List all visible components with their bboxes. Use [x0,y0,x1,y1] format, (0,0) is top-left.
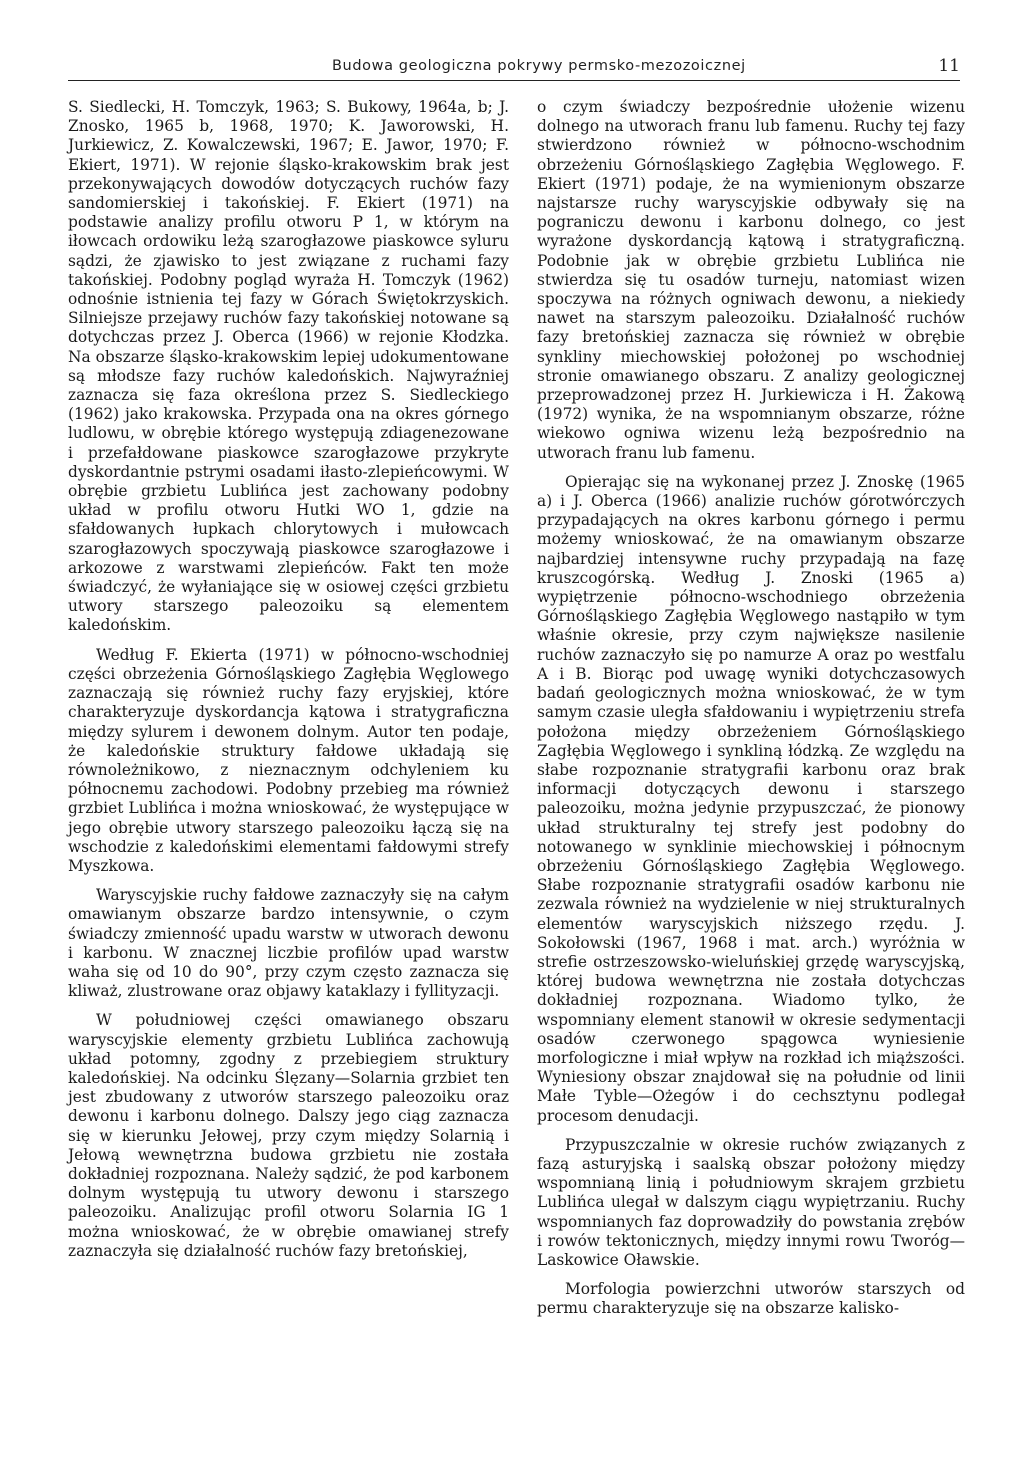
running-title: Budowa geologiczna pokrywy permsko-mezozoicznej [332,58,746,74]
right-column [537,98,965,1329]
running-header [68,52,960,81]
paragraph: W południowej części omawianego obszaru waryscyjskie elementy grzbietu Lublińca zachowują układ potomny, zgodny z przebiegiem struktury kaledońskiej. Na odcinku Ślęzany—Solarnia grzbiet ten jest zbudowany z utworów starszego paleozoiku oraz dewonu i karbonu dolnego. Dalszy jego ciąg zaznacza się w kierunku Jełowej, przy czym między Solarnią i Jełową wewnętrzna budowa grzbietu nie została dokładniej rozpoznana. Należy sądzić, że pod karbonem dolnym występują tu utwory dewonu i starszego paleozoiku. Analizując profil otworu Solarnia IG 1 można wnioskować, że w obrębie omawianej strefy zaznaczyła się działalność ruchów fazy bretońskiej, [68,1011,509,1260]
paragraph: Opierając się na wykonanej przez J. Znoskę (1965 a) i J. Oberca (1966) analizie ruchów górotwórczych przypadających na okres karbonu górnego i permu możemy wnioskować, że na omawianym obszarze najbardziej intensywne ruchy przypadają na fazę kruszcogórską. Według J. Znoski (1965 a) wypiętrzenie północno-wschodniego obrzeżenia Górnośląskiego Zagłębia Węglowego nastąpiło w tym właśnie okresie, przy czym największe nasilenie ruchów zaznaczyło się po namurze A oraz po westfalu A i B. Biorąc pod uwagę wyniki dotychczasowych badań geologicznych można wnioskować, że w tym samym czasie uległa sfałdowaniu i wypiętrzeniu strefa położona między obrzeżeniem Górnośląskiego Zagłębia Węglowego i synkliną łódzką. Ze względu na słabe rozpoznanie stratygrafii karbonu oraz brak informacji dotyczących dewonu i starszego paleozoiku, można jedynie przypuszczać, że pionowy układ strukturalny tej strefy jest podobny do notowanego w synklinie miechowskiej i północnym obrzeżeniu Górnośląskiego Zagłębia Węglowego. Słabe rozpoznanie stratygrafii osadów karbonu nie zezwala również na wydzielenie w niej strukturalnych elementów waryscyjskich niższego rzędu. J. Sokołowski (1967, 1968 i mat. arch.) wyróżnia w strefie ostrzeszowsko-wieluńskiej grzędę waryscyjską, której budowa wewnętrzna nie została dotychczas dokładniej rozpoznana. Wiadomo tylko, że wspomniany element stanowił w okresie sedymentacji osadów czerwonego spągowca wyniesienie morfologiczne i miał wpływ na rozkład ich miąższości. Wyniesiony obszar znajdował się na południe od linii Małe Tyble—Ożegów i do cechsztynu podlegał procesom denudacji. [537,472,965,1125]
paragraph: S. Siedlecki, H. Tomczyk, 1963; S. Bukowy, 1964a, b; J. Znosko, 1965 b, 1968, 1970; K. Jaworowski, H. Jurkiewicz, Z. Kowalczewski, 1967; E. Jawor, 1970; F. Ekiert, 1971). W rejonie śląsko-krakowskim brak jest przekonywających dowodów dotyczących ruchów fazy sandomierskiej i takońskiej. F. Ekiert (1971) na podstawie analizy profilu otworu P 1, w którym na iłowcach ordowiku leżą szarogłazowe piaskowce syluru sądzi, że zjawisko to jest związane z ruchami fazy takońskiej. Podobny pogląd wyraża H. Tomczyk (1962) odnośnie istnienia tej fazy w Górach Świętokrzyskich. Silniejsze przejawy ruchów fazy takońskiej notowane są dotychczas przez J. Oberca (1966) w rejonie Kłodzka. Na obszarze śląsko-krakowskim lepiej udokumentowane są młodsze fazy ruchów kaledońskich. Najwyraźniej zaznacza się faza określona przez S. Siedleckiego (1962) jako krakowska. Przypada ona na okres górnego ludlowu, w obrębie którego występują zdiagenezowane i przefałdowane piaskowce szarogłazowe przykryte dyskordantnie pstrymi osadami iłasto-zlepieńcowymi. W obrębie grzbietu Lublińca jest zachowany podobny układ w profilu otworu Hutki WO 1, gdzie na sfałdowanych łupkach chlorytowych i mułowcach szarogłazowych spoczywają piaskowce szarogłazowe i arkozowe z warstwami zlepieńców. Fakt ten może świadczyć, że wyłaniające się w osiowej części grzbietu utwory starszego paleozoiku są elementem kaledońskim. [68,98,509,635]
left-column [68,98,509,1271]
paragraph: Morfologia powierzchni utworów starszych od permu charakteryzuje się na obszarze kalisko- [537,1280,965,1318]
paragraph: Waryscyjskie ruchy fałdowe zaznaczyły się na całym omawianym obszarze bardzo intensywnie, o czym świadczy zmienność upadu warstw w utworach dewonu i karbonu. W znacznej liczbie profilów upad warstw waha się od 10 do 90°, przy czym często zaznacza się kliważ, zlustrowane oraz objawy kataklazy i fyllityzacji. [68,886,509,1001]
paragraph: Przypuszczalnie w okresie ruchów związanych z fazą asturyjską i saalską obszar położony między wspomnianą linią i południowym skrajem grzbietu Lublińca ulegał w dalszym ciągu wypiętrzaniu. Ruchy wspomnianych faz doprowadziły do powstania zrębów i rowów tektonicznych, między innymi rowu Tworóg—Laskowice Oławskie. [537,1135,965,1269]
page-number: 11 [938,56,960,76]
paragraph: Według F. Ekierta (1971) w północno-wschodniej części obrzeżenia Górnośląskiego Zagłębia Węglowego zaznaczają się również ruchy fazy eryjskiej, które charakteryzuje dyskordancja kątowa i stratygraficzna między sylurem i dewonem dolnym. Autor ten podaje, że kaledońskie struktury fałdowe układają się równoleżnikowo, z nieznacznym odchyleniem ku północnemu zachodowi. Podobny przebieg ma również grzbiet Lublińca i można wnioskować, że występujące w jego obrębie utwory starszego paleozoiku łączą się na wschodzie z kaledońskimi elementami fałdowymi strefy Myszkowa. [68,645,509,875]
paragraph: o czym świadczy bezpośrednie ułożenie wizenu dolnego na utworach franu lub famenu. Ruchy tej fazy stwierdzono również w północno-wschodnim obrzeżeniu Górnośląskiego Zagłębia Węglowego. F. Ekiert (1971) podaje, że na wymienionym obszarze najstarsze ruchy waryscyjskie odbywały się na pograniczu dewonu i karbonu dolnego, co jest wyrażone dyskordancją kątową i stratygraficzną. Podobnie jak w obrębie grzbietu Lublińca nie stwierdza się tu osadów turneju, natomiast wizen spoczywa na różnych ogniwach dewonu, a niekiedy nawet na starszym paleozoiku. Działalność ruchów fazy bretońskiej zaznacza się również w obrębie synkliny miechowskiej położonej po wschodniej stronie omawianego obszaru. Z analizy geologicznej przeprowadzonej przez H. Jurkiewicza i H. Żakową (1972) wynika, że na wspomnianym obszarze, różne wiekowo ogniwa wizenu leżą bezpośrednio na utworach franu lub famenu. [537,98,965,462]
